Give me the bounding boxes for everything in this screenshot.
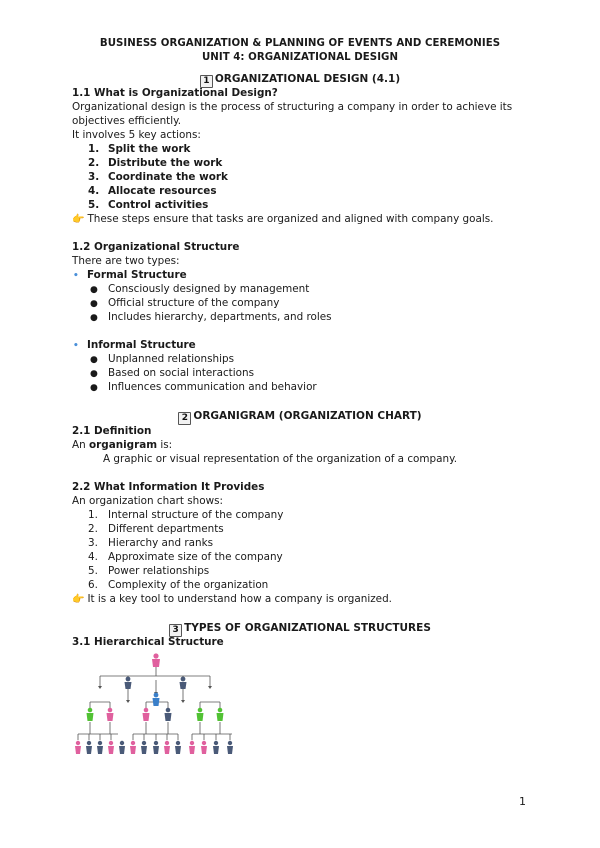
paragraph: It involves 5 key actions: [72,129,201,141]
list-item: ● Includes hierarchy, departments, and roles [90,311,332,323]
section-2-title: 2 ORGANIGRAM (ORGANIZATION CHART) [0,409,600,425]
list-item: 5. Control activities [88,199,209,211]
list-item: ● Influences communication and behavior [90,381,317,393]
list-item: 4. Approximate size of the company [88,551,283,563]
blue-bullet-icon: • [73,271,79,281]
note: 👉 It is a key tool to understand how a company is organized. [72,593,392,605]
formal-structure-title: • Formal Structure [73,269,187,281]
note: 👉 These steps ensure that tasks are organized and aligned with company goals. [72,213,494,225]
heading-1-1: 1.1 What is Organizational Design? [72,87,278,99]
list-item: 1. Split the work [88,143,191,155]
number-3-icon: 3 [169,624,182,637]
pointing-hand-icon: 👉 [72,594,85,605]
list-item: 2. Distribute the work [88,157,223,169]
paragraph: An organization chart shows: [72,495,223,507]
number-2-icon: 2 [178,412,191,425]
page-number: 1 [519,795,526,808]
heading-2-1: 2.1 Definition [72,425,152,437]
paragraph: Organizational design is the process of structuring a company in order to achieve its [72,101,513,113]
unit-title: UNIT 4: ORGANIZATIONAL DESIGN [201,52,399,63]
heading-1-2: 1.2 Organizational Structure [72,241,240,253]
list-item: 3. Hierarchy and ranks [88,537,214,549]
list-item: ● Official structure of the company [90,297,280,309]
list-item: 3. Coordinate the work [88,171,228,183]
list-item: ● Based on social interactions [90,367,254,379]
list-item: ● Consciously designed by management [90,283,310,295]
list-item: 2. Different departments [88,523,224,535]
paragraph: An organigram is: [72,439,173,451]
heading-2-2: 2.2 What Information It Provides [72,481,265,493]
document-title: BUSINESS ORGANIZATION & PLANNING OF EVENTS AND CEREMONIES [99,38,501,49]
definition: A graphic or visual representation of the organization of a company. [103,453,458,465]
list-item: 1. Internal structure of the company [88,509,284,521]
org-chart-people-icon [70,650,240,765]
list-item: 5. Power relationships [88,565,210,577]
blue-bullet-icon: • [73,341,79,351]
list-item: 6. Complexity of the organization [88,579,269,591]
informal-structure-title: • Informal Structure [73,339,196,351]
heading-3-1: 3.1 Hierarchical Structure [72,636,224,648]
pointing-hand-icon: 👉 [72,214,85,225]
section-3-title: 3 TYPES OF ORGANIZATIONAL STRUCTURES [0,621,600,637]
paragraph: objectives efficiently. [72,115,182,127]
list-item: ● Unplanned relationships [90,353,234,365]
number-1-icon: 1 [200,75,213,88]
list-item: 4. Allocate resources [88,185,217,197]
section-1-title: 1 ORGANIZATIONAL DESIGN (4.1) [0,72,600,88]
paragraph: There are two types: [72,255,180,267]
